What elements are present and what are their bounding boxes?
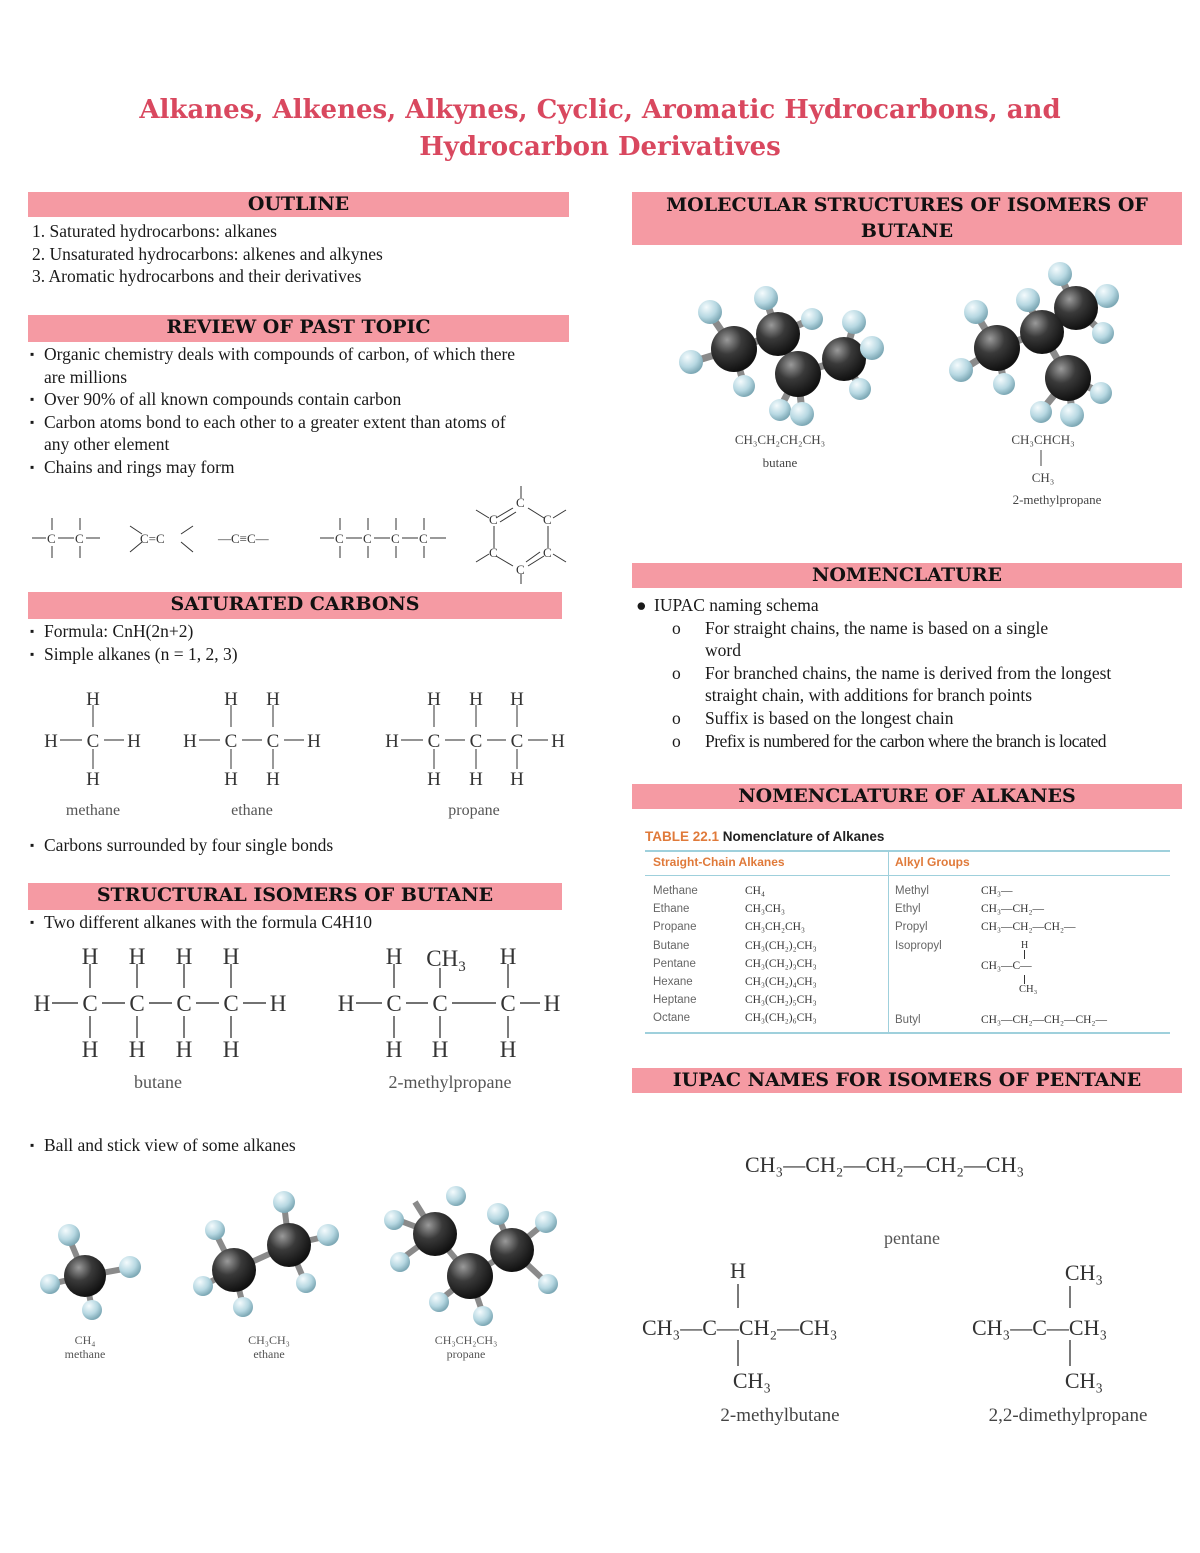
butane-3d-models xyxy=(640,252,1180,522)
isobutane-branch: CH₃ xyxy=(1031,470,1055,485)
straight-chain-rows xyxy=(653,882,817,1028)
svg-text:C: C xyxy=(516,562,525,577)
isobutane-formula: CH₃CHCH₃ xyxy=(1011,432,1075,447)
alkanes-table xyxy=(645,829,1175,1034)
table-row: Hexane CH₃(CH₂)₄CH₃ xyxy=(653,976,817,989)
butane-formula: CH₃CH₂CH₂CH₃ xyxy=(734,432,826,447)
butane-label: butane xyxy=(134,1072,182,1092)
table-row: Propane CH₃CH₂CH₃ xyxy=(653,921,805,934)
svg-text:CH₃CH₃: CH₃CH₃ xyxy=(248,1333,290,1347)
nomenclature-heading: NOMENCLATURE xyxy=(632,563,1182,588)
svg-text:H: H xyxy=(431,1037,449,1062)
svg-text:C: C xyxy=(75,531,84,546)
svg-text:H: H xyxy=(86,689,100,710)
table-row: Octane CH₃(CH₂)₆CH₃ xyxy=(653,1012,817,1025)
nomenclature-sub: o For branched chains, the name is derived from the longest xyxy=(672,662,1112,683)
isomers-list: ▪ Two different alkanes with the formula C4H10 xyxy=(30,911,372,934)
review-item-cont: are millions xyxy=(44,366,128,387)
svg-text:C: C xyxy=(489,545,498,560)
svg-text:H: H xyxy=(551,731,565,752)
svg-text:H: H xyxy=(222,944,240,969)
svg-text:H: H xyxy=(269,991,287,1016)
svg-text:C: C xyxy=(469,731,483,752)
svg-text:C: C xyxy=(543,545,552,560)
svg-text:H: H xyxy=(81,944,99,969)
svg-text:—C≡C—: —C≡C— xyxy=(218,531,269,546)
review-item: ▪ Organic chemistry deals with compounds of carbon, of which there xyxy=(30,343,515,366)
svg-text:H: H xyxy=(86,769,100,790)
svg-text:H: H xyxy=(499,944,517,969)
svg-text:C: C xyxy=(47,531,56,546)
nomenclature-list xyxy=(632,594,1182,752)
svg-text:H: H xyxy=(510,689,524,710)
dimethylpropane-main: CH₃—C—CH₃ xyxy=(972,1315,1108,1340)
svg-text:C: C xyxy=(223,991,239,1016)
alkanes-table-heading: NOMENCLATURE OF ALKANES xyxy=(632,784,1182,809)
col-alkyl-header: Alkyl Groups xyxy=(895,855,970,869)
saturated-note: ▪ Carbons surrounded by four single bonds xyxy=(30,834,333,857)
isomers-heading: STRUCTURAL ISOMERS OF BUTANE xyxy=(28,883,562,910)
svg-text:C: C xyxy=(391,531,400,546)
svg-text:H: H xyxy=(266,769,280,790)
isobutane-name: 2-methylpropane xyxy=(1012,492,1102,507)
svg-text:C: C xyxy=(432,991,448,1016)
svg-text:H: H xyxy=(175,1037,193,1062)
outline-heading: OUTLINE xyxy=(28,192,569,217)
svg-text:C: C xyxy=(129,991,145,1016)
svg-text:H: H xyxy=(183,731,197,752)
table-row: Propyl CH₃—CH₂—CH₂— xyxy=(895,921,1076,934)
pentane-name: pentane xyxy=(884,1228,940,1248)
svg-text:H: H xyxy=(427,689,441,710)
table-caption: TABLE 22.1 Nomenclature of Alkanes xyxy=(645,829,885,844)
review-heading: REVIEW OF PAST TOPIC xyxy=(28,315,569,342)
saturated-heading: SATURATED CARBONS xyxy=(28,592,562,619)
svg-text:H: H xyxy=(730,1258,746,1283)
svg-text:C: C xyxy=(500,991,516,1016)
svg-text:H: H xyxy=(224,769,238,790)
svg-text:C: C xyxy=(176,991,192,1016)
page-title xyxy=(0,92,1200,166)
svg-text:H: H xyxy=(128,1037,146,1062)
dimethylpropane-name: 2,2-dimethylpropane xyxy=(988,1405,1148,1426)
review-item: ▪ Over 90% of all known compounds contain carbon xyxy=(30,388,515,411)
review-list xyxy=(30,343,515,479)
title-line-1: Alkanes, Alkenes, Alkynes, Cyclic, Aromatic Hydrocarbons, and xyxy=(139,95,1061,125)
butane-name: butane xyxy=(762,455,798,470)
svg-text:C: C xyxy=(363,531,372,546)
title-line-2: Hydrocarbon Derivatives xyxy=(419,132,781,162)
svg-text:C: C xyxy=(386,991,402,1016)
table-row: Methane CH₄ xyxy=(653,885,765,897)
nomenclature-sub: o Prefix is numbered for the carbon where the branch is located xyxy=(672,730,1107,751)
svg-text:CH₃: CH₃ xyxy=(732,1368,772,1393)
review-item-cont: any other element xyxy=(44,434,170,455)
svg-text:H: H xyxy=(175,944,193,969)
svg-text:ethane: ethane xyxy=(253,1347,285,1361)
alkyl-group-rows xyxy=(895,882,1107,1029)
nomenclature-sub-cont: straight chain, with additions for branch points xyxy=(705,685,1033,706)
outline-item: 2. Unsaturated hydrocarbons: alkenes and alkynes xyxy=(32,243,383,264)
table-row: Butyl CH₃—CH₂—CH₂—CH₂— xyxy=(895,1013,1107,1026)
svg-text:C: C xyxy=(427,731,441,752)
svg-text:H: H xyxy=(33,991,51,1016)
methylbutane-name: 2-methylbutane xyxy=(720,1405,840,1426)
svg-text:H: H xyxy=(427,769,441,790)
outline-list xyxy=(32,220,383,288)
svg-text:C: C xyxy=(516,495,525,510)
ethane-label: ethane xyxy=(231,802,273,819)
svg-text:CH₃: CH₃ xyxy=(1064,1260,1104,1285)
pentane-isomers-diagram xyxy=(632,1130,1182,1430)
svg-text:C: C xyxy=(543,512,552,527)
svg-text:H: H xyxy=(266,689,280,710)
saturated-item: ▪ Simple alkanes (n = 1, 2, 3) xyxy=(30,643,238,666)
simple-alkanes-diagram xyxy=(30,682,575,822)
methane-label: methane xyxy=(65,802,121,819)
nomenclature-sub: o Suffix is based on the longest chain xyxy=(672,707,954,728)
svg-text:H: H xyxy=(307,731,321,752)
svg-text:CH₃CH₂CH₃: CH₃CH₂CH₃ xyxy=(434,1333,498,1347)
propane-label: propane xyxy=(448,802,500,819)
svg-text:C: C xyxy=(82,991,98,1016)
pentane-heading: IUPAC NAMES FOR ISOMERS OF PENTANE xyxy=(632,1068,1182,1093)
carbon-fragments-diagram xyxy=(28,482,573,587)
svg-text:H: H xyxy=(81,1037,99,1062)
svg-text:H: H xyxy=(385,1037,403,1062)
saturated-item: ▪ Formula: CnH(2n+2) xyxy=(30,620,238,643)
table-row: Heptane CH₃(CH₂)₅CH₃ xyxy=(653,994,817,1007)
table-row: Pentane CH₃(CH₂)₃CH₃ xyxy=(653,957,817,970)
svg-text:CH₄: CH₄ xyxy=(74,1333,96,1347)
svg-text:propane: propane xyxy=(446,1347,486,1361)
svg-text:C: C xyxy=(419,531,428,546)
outline-item: 3. Aromatic hydrocarbons and their derivatives xyxy=(32,266,362,287)
svg-text:C: C xyxy=(266,731,280,752)
svg-text:C: C xyxy=(510,731,524,752)
review-item: ▪ Carbon atoms bond to each other to a greater extent than atoms of xyxy=(30,411,515,434)
nomenclature-sub: o For straight chains, the name is based on a single xyxy=(672,617,1049,638)
ball-stick-note: ▪ Ball and stick view of some alkanes xyxy=(30,1134,296,1157)
svg-text:H: H xyxy=(128,944,146,969)
table-row: Methyl CH₃— xyxy=(895,885,1013,897)
svg-text:H: H xyxy=(44,731,58,752)
ball-stick-models xyxy=(28,1180,573,1370)
svg-text:CH3: $CH_3$ xyxy=(426,946,466,975)
nomenclature-sub-cont: word xyxy=(705,640,741,661)
svg-text:H: H xyxy=(543,991,561,1016)
butane-isomers-diagram xyxy=(28,938,573,1098)
col-straight-header: Straight-Chain Alkanes xyxy=(653,855,785,869)
svg-text:H: H xyxy=(385,731,399,752)
svg-text:C: C xyxy=(489,512,498,527)
methylpropane-label: 2-methylpropane xyxy=(388,1072,512,1092)
table-row: Ethyl CH₃—CH₂— xyxy=(895,903,1044,916)
svg-text:H: H xyxy=(337,991,355,1016)
nomenclature-main: ● IUPAC naming schema xyxy=(636,595,819,615)
svg-text:C: C xyxy=(86,731,100,752)
saturated-list xyxy=(30,620,238,665)
svg-text:H: H xyxy=(510,769,524,790)
table-row: Isopropyl H CH₃—C— CH₃ xyxy=(895,939,1038,995)
table-row: Butane CH₃(CH₂)₂CH₃ xyxy=(653,939,817,952)
outline-item: 1. Saturated hydrocarbons: alkanes xyxy=(32,221,277,241)
svg-text:H: H xyxy=(127,731,141,752)
svg-text:C: C xyxy=(224,731,238,752)
svg-text:H: H xyxy=(222,1037,240,1062)
pentane-chain: CH₃—CH₂—CH₂—CH₂—CH₃ xyxy=(745,1152,1025,1177)
svg-text:H: H xyxy=(224,689,238,710)
svg-text:H: H xyxy=(499,1037,517,1062)
svg-text:C: C xyxy=(335,531,344,546)
svg-text:C=C: C=C xyxy=(140,531,165,546)
svg-text:CH₃: CH₃ xyxy=(1064,1368,1104,1393)
molecular-heading: MOLECULAR STRUCTURES OF ISOMERS OF BUTANE xyxy=(632,192,1182,245)
svg-text:H: H xyxy=(469,769,483,790)
svg-text:methane: methane xyxy=(64,1347,106,1361)
review-item: ▪ Chains and rings may form xyxy=(30,456,515,479)
methylbutane-main: CH₃—C—CH₂—CH₃ xyxy=(642,1315,838,1340)
svg-text:H: H xyxy=(385,944,403,969)
svg-text:H: H xyxy=(469,689,483,710)
table-row: Ethane CH₃CH₃ xyxy=(653,903,785,916)
